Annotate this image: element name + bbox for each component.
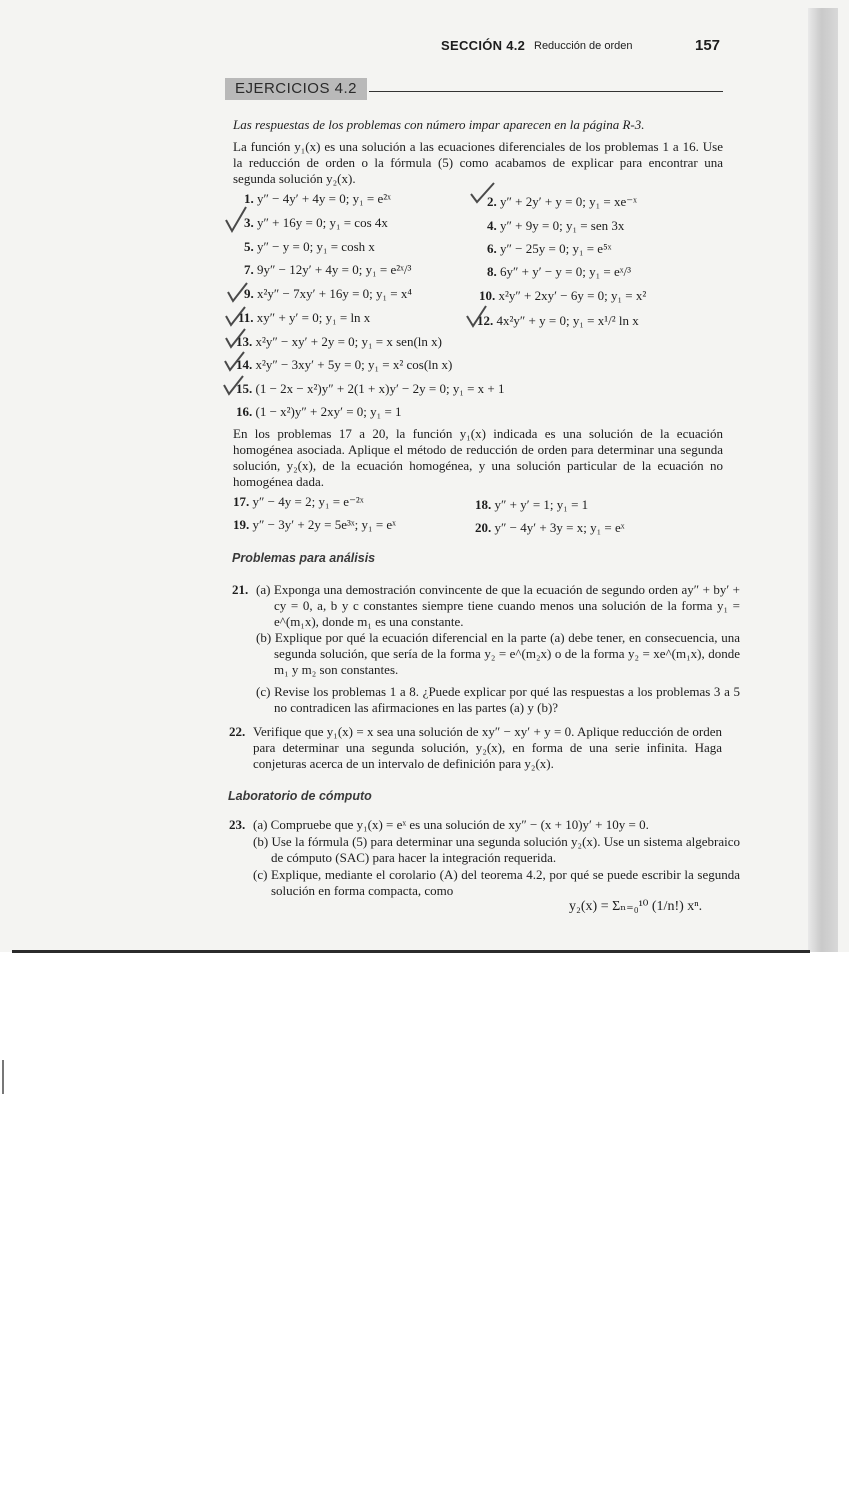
problem-number: 7. <box>244 262 254 277</box>
page-bottom-edge <box>12 950 810 953</box>
problem-equation: 9y″ − 12y′ + 4y = 0; y₁ = e²ˣ/³ <box>257 262 412 277</box>
problem-equation: y″ + y′ = 1; y₁ = 1 <box>494 497 589 512</box>
problem-16 <box>236 404 402 420</box>
problem-number: 9. <box>244 286 254 301</box>
problem-2 <box>487 194 637 210</box>
problem-equation: y″ − 4y′ + 3y = x; y₁ = eˣ <box>494 520 625 535</box>
problem-number: 5. <box>244 239 254 254</box>
problem-equation: y″ + 9y = 0; y₁ = sen 3x <box>500 218 625 233</box>
problem-number: 8. <box>487 264 497 279</box>
pencil-check-icon <box>222 373 246 397</box>
problem-10 <box>479 288 646 304</box>
pencil-check-icon <box>468 180 498 206</box>
pencil-check-icon <box>226 280 250 304</box>
problem-21-part-c: (c) Revise los problemas 1 a 8. ¿Puede explicar por qué las respuestas a los problemas 3 a 5 no contradicen las afirmaciones en las partes (a) y (b)? <box>256 684 740 715</box>
problem-equation: (1 − x²)y″ + 2xy′ = 0; y₁ = 1 <box>255 404 402 419</box>
problem-number: 18. <box>475 497 492 512</box>
problem-1 <box>244 191 391 207</box>
problem-number: 1. <box>244 191 254 206</box>
pencil-check-icon <box>224 204 250 234</box>
intro-paragraph: La función y₁(x) es una solución a las ecuaciones diferenciales de los problemas 1 a 16. Use la reducción de orden o la fórmula (5) como acabamos de explicar para encontrar una segunda solución y₂(x). <box>233 139 723 186</box>
problem-7 <box>244 262 411 278</box>
problem-equation: y″ − 4y = 2; y₁ = e⁻²ˣ <box>252 494 364 509</box>
problem-23-part-a: (a) Compruebe que y₁(x) = eˣ es una solución de xy″ − (x + 10)y′ + 10y = 0. <box>253 817 649 832</box>
problem-20 <box>475 520 625 536</box>
problem-3 <box>244 215 388 231</box>
problem-12 <box>477 313 639 329</box>
problem-number: 23. <box>229 817 246 832</box>
problem-number: 12. <box>477 313 494 328</box>
problem-number: 16. <box>236 404 253 419</box>
pencil-check-icon <box>465 303 489 329</box>
analysis-heading: Problemas para análisis <box>232 551 376 565</box>
page-number: 157 <box>695 37 721 54</box>
problem-21-part-b: (b) Explique por qué la ecuación diferencial en la parte (a) debe tener, en consecuencia, una segunda solución, que sería de la forma y₂ = e^(m₂x) o de la forma y₂ = xe^(m₁x), donde m₁ y m₂ son constantes. <box>256 630 740 677</box>
problem-23-part-b: (b) Use la fórmula (5) para determinar una segunda solución y₂(x). Use un sistema algebraico de cómputo (SAC) para hacer la integración requerida. <box>253 834 740 865</box>
pencil-check-icon <box>223 349 247 373</box>
problem-6 <box>487 241 611 257</box>
problem-9 <box>244 286 412 302</box>
exercises-title: EJERCICIOS 4.2 <box>225 78 367 100</box>
problem-number: 11. <box>238 310 254 325</box>
problem-21-part-a: (a) Exponga una demostración convincente de que la ecuación de segundo orden ay″ + by′ + cy = 0, a, b y c constantes siempre tiene cuando menos una solución de la forma y₁ = e^(m₁x), donde m₁ es una constante. <box>256 582 740 629</box>
problem-equation: x²y″ − xy′ + 2y = 0; y₁ = x sen(ln x) <box>255 334 442 349</box>
problem-equation: xy″ + y′ = 0; y₁ = ln x <box>256 310 371 325</box>
problem-17 <box>233 494 364 510</box>
answers-note: Las respuestas de los problemas con número impar aparecen en la página R-3. <box>233 117 645 132</box>
problem-equation: 4x²y″ + y = 0; y₁ = x¹/² ln x <box>496 313 639 328</box>
pencil-check-icon <box>224 304 248 328</box>
problem-8 <box>487 264 631 280</box>
pencil-check-icon <box>224 326 248 350</box>
scan-artifact <box>2 1060 4 1094</box>
problem-equation: y″ − 3y′ + 2y = 5e³ˣ; y₁ = eˣ <box>252 517 396 532</box>
problem-number: 15. <box>236 381 253 396</box>
problem-number: 10. <box>479 288 496 303</box>
problem-equation: x²y″ + 2xy′ − 6y = 0; y₁ = x² <box>498 288 647 303</box>
problem-number: 2. <box>487 194 497 209</box>
page-binding-shadow <box>808 8 838 952</box>
problem-13 <box>236 334 442 350</box>
problem-number: 22. <box>229 724 246 739</box>
problem-number: 13. <box>236 334 253 349</box>
problem-number: 3. <box>244 215 254 230</box>
intro-paragraph-2: En los problemas 17 a 20, la función y₁(x) indicada es una solución de la ecuación homogénea asociada. Aplique el método de reducción de orden para determinar una segunda solución, y₂(x), de la ecuación homogénea, y una solución particular de la ecuación no homogénea dada. <box>233 426 723 489</box>
problem-11 <box>238 310 370 326</box>
problem-equation: y″ + 16y = 0; y₁ = cos 4x <box>257 215 388 230</box>
problem-23-formula: y₂(x) = Σₙ₌₀¹⁰ (1/n!) xⁿ. <box>569 899 703 914</box>
problem-equation: x²y″ − 7xy′ + 16y = 0; y₁ = x⁴ <box>257 286 412 301</box>
problem-number: 21. <box>232 582 249 597</box>
problem-equation: y″ + 2y′ + y = 0; y₁ = xe⁻ˣ <box>500 194 637 209</box>
problem-equation: x²y″ − 3xy′ + 5y = 0; y₁ = x² cos(ln x) <box>255 357 453 372</box>
problem-23-part-c: (c) Explique, mediante el corolario (A) del teorema 4.2, por qué se puede escribir la segunda solución en forma compacta, como <box>253 867 740 898</box>
problem-number: 14. <box>236 357 253 372</box>
problem-14 <box>236 357 452 373</box>
problem-number: 4. <box>487 218 497 233</box>
problem-18 <box>475 497 588 513</box>
problem-5 <box>244 239 375 255</box>
lab-heading: Laboratorio de cómputo <box>228 789 372 803</box>
problem-number: 20. <box>475 520 492 535</box>
problem-equation: y″ − 25y = 0; y₁ = e⁵ˣ <box>500 241 612 256</box>
problem-number: 6. <box>487 241 497 256</box>
section-label: SECCIÓN 4.2 <box>441 38 526 53</box>
problem-4 <box>487 218 624 234</box>
problem-number: 17. <box>233 494 250 509</box>
problem-equation: 6y″ + y′ − y = 0; y₁ = eˣ/³ <box>500 264 632 279</box>
problem-22-text: Verifique que y₁(x) = x sea una solución de xy″ − xy′ + y = 0. Aplique reducción de orden para determinar una segunda solución, y₂(x), en forma de una serie infinita. Haga conjeturas acerca de un intervalo de definición para y₂(x). <box>253 724 722 771</box>
problem-equation: (1 − 2x − x²)y″ + 2(1 + x)y′ − 2y = 0; y₁ = x + 1 <box>255 381 505 396</box>
problem-equation: y″ − 4y′ + 4y = 0; y₁ = e²ˣ <box>257 191 391 206</box>
problem-15 <box>236 381 505 397</box>
section-subtitle: Reducción de orden <box>534 40 633 52</box>
problem-number: 19. <box>233 517 250 532</box>
problem-equation: y″ − y = 0; y₁ = cosh x <box>257 239 375 254</box>
title-rule <box>369 91 723 92</box>
problem-19 <box>233 517 396 533</box>
